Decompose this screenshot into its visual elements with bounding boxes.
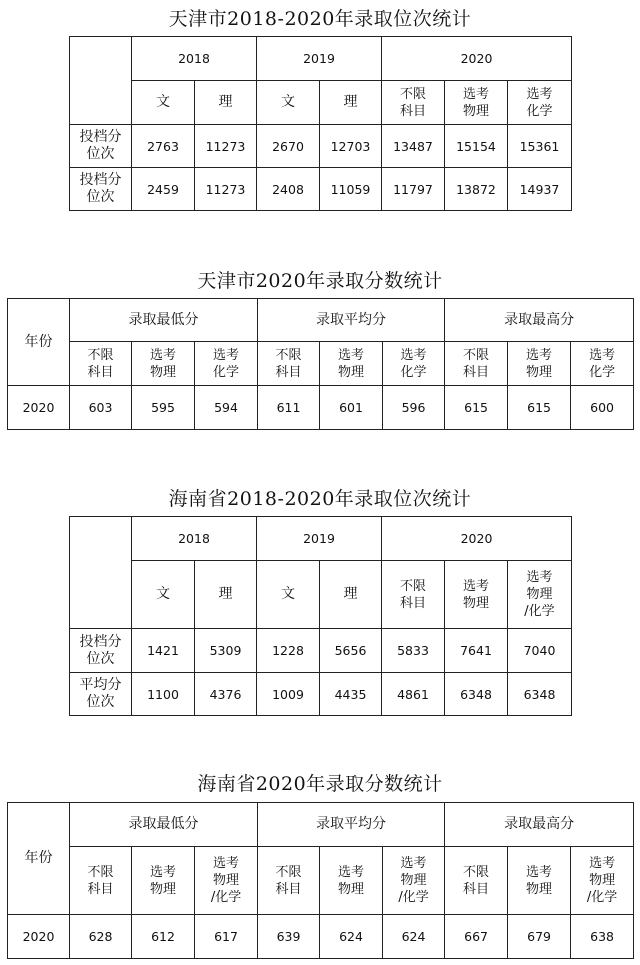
table2-title: 天津市2020年录取分数统计: [197, 270, 443, 292]
tianjin-score-table: [7, 298, 634, 430]
subheader-cell: 不限 科目: [445, 342, 508, 386]
subheader-cell: 理: [195, 561, 257, 629]
subheader-cell: 选考 物理 /化学: [571, 847, 634, 915]
table-cell: 12703: [320, 125, 382, 168]
table1-title: 天津市2018-2020年录取位次统计: [168, 8, 472, 30]
subheader-cell: 选考 物理 /化学: [508, 561, 572, 629]
table-cell: 11273: [195, 168, 257, 211]
year-header: 2018: [132, 517, 257, 561]
group-header: 录取平均分: [258, 299, 445, 342]
table-cell: 617: [195, 915, 258, 959]
subheader-cell: 选考 化学: [508, 81, 572, 125]
table-cell: 603: [70, 386, 132, 430]
tianjin-rank-table: [69, 36, 572, 211]
year-header: 2018: [132, 37, 257, 81]
row-label: 投档分 位次: [70, 168, 132, 211]
subheader-cell: 不限 科目: [70, 847, 132, 915]
hainan-rank-table: [69, 516, 572, 716]
table-cell: 14937: [508, 168, 572, 211]
table-cell: 611: [258, 386, 320, 430]
group-header: 录取最低分: [70, 803, 258, 847]
subheader-cell: 文: [132, 81, 195, 125]
subheader-cell: 不限 科目: [382, 81, 445, 125]
subheader-cell: 不限 科目: [445, 847, 508, 915]
year-header: 2019: [257, 37, 382, 81]
group-header: 录取最高分: [445, 803, 634, 847]
table-cell: 15154: [445, 125, 508, 168]
table-cell: 2670: [257, 125, 320, 168]
table-cell: 596: [383, 386, 445, 430]
table-cell: 624: [320, 915, 383, 959]
table-cell: 2408: [257, 168, 320, 211]
table-cell: 7040: [508, 629, 572, 673]
row-label: 投档分 位次: [70, 629, 132, 673]
subheader-cell: 选考 化学: [195, 342, 258, 386]
subheader-cell: 选考 化学: [383, 342, 445, 386]
table-cell: 624: [383, 915, 445, 959]
subheader-cell: 不限 科目: [258, 342, 320, 386]
table-cell: 679: [508, 915, 571, 959]
group-header: 录取最高分: [445, 299, 634, 342]
subheader-cell: 文: [132, 561, 195, 629]
table-cell: 15361: [508, 125, 572, 168]
table-cell: 11797: [382, 168, 445, 211]
table-cell: 13487: [382, 125, 445, 168]
table-cell: 11059: [320, 168, 382, 211]
table-cell: 5833: [382, 629, 445, 673]
subheader-cell: 选考 物理 /化学: [195, 847, 258, 915]
subheader-cell: 理: [195, 81, 257, 125]
table-cell: 4376: [195, 673, 257, 716]
table-cell: 1228: [257, 629, 320, 673]
table-cell: 4861: [382, 673, 445, 716]
subheader-cell: 选考 物理: [508, 342, 571, 386]
table-cell: 4435: [320, 673, 382, 716]
table-cell: 595: [132, 386, 195, 430]
table-cell: 6348: [445, 673, 508, 716]
group-header: 录取最低分: [70, 299, 258, 342]
table-cell: 601: [320, 386, 383, 430]
corner-cell: [70, 517, 132, 629]
subheader-cell: 选考 化学: [571, 342, 634, 386]
year-label-header: 年份: [8, 803, 70, 915]
table-cell: 600: [571, 386, 634, 430]
table-cell: 615: [508, 386, 571, 430]
table4-title: 海南省2020年录取分数统计: [197, 773, 443, 795]
subheader-cell: 不限 科目: [258, 847, 320, 915]
year-header: 2020: [382, 37, 572, 81]
table-cell: 628: [70, 915, 132, 959]
row-label: 2020: [8, 915, 70, 959]
table-cell: 6348: [508, 673, 572, 716]
table-cell: 638: [571, 915, 634, 959]
table-cell: 612: [132, 915, 195, 959]
table-cell: 11273: [195, 125, 257, 168]
subheader-cell: 选考 物理: [508, 847, 571, 915]
table-cell: 1421: [132, 629, 195, 673]
subheader-cell: 选考 物理 /化学: [383, 847, 445, 915]
table-cell: 13872: [445, 168, 508, 211]
table-cell: 615: [445, 386, 508, 430]
subheader-cell: 选考 物理: [320, 847, 383, 915]
hainan-score-table: [7, 802, 634, 959]
subheader-cell: 选考 物理: [445, 561, 508, 629]
row-label: 2020: [8, 386, 70, 430]
year-header: 2020: [382, 517, 572, 561]
table-cell: 639: [258, 915, 320, 959]
table-cell: 1100: [132, 673, 195, 716]
table-cell: 2459: [132, 168, 195, 211]
table3-title: 海南省2018-2020年录取位次统计: [168, 488, 472, 510]
row-label: 平均分 位次: [70, 673, 132, 716]
table-cell: 5656: [320, 629, 382, 673]
table-cell: 594: [195, 386, 258, 430]
table-cell: 5309: [195, 629, 257, 673]
subheader-cell: 不限 科目: [70, 342, 132, 386]
subheader-cell: 理: [320, 81, 382, 125]
row-label: 投档分 位次: [70, 125, 132, 168]
group-header: 录取平均分: [258, 803, 445, 847]
subheader-cell: 选考 物理: [132, 847, 195, 915]
subheader-cell: 理: [320, 561, 382, 629]
subheader-cell: 不限 科目: [382, 561, 445, 629]
corner-cell: [70, 37, 132, 125]
year-header: 2019: [257, 517, 382, 561]
table-cell: 7641: [445, 629, 508, 673]
subheader-cell: 选考 物理: [320, 342, 383, 386]
table-cell: 667: [445, 915, 508, 959]
table-cell: 2763: [132, 125, 195, 168]
subheader-cell: 文: [257, 561, 320, 629]
subheader-cell: 选考 物理: [445, 81, 508, 125]
table-cell: 1009: [257, 673, 320, 716]
year-label-header: 年份: [8, 299, 70, 386]
subheader-cell: 选考 物理: [132, 342, 195, 386]
subheader-cell: 文: [257, 81, 320, 125]
